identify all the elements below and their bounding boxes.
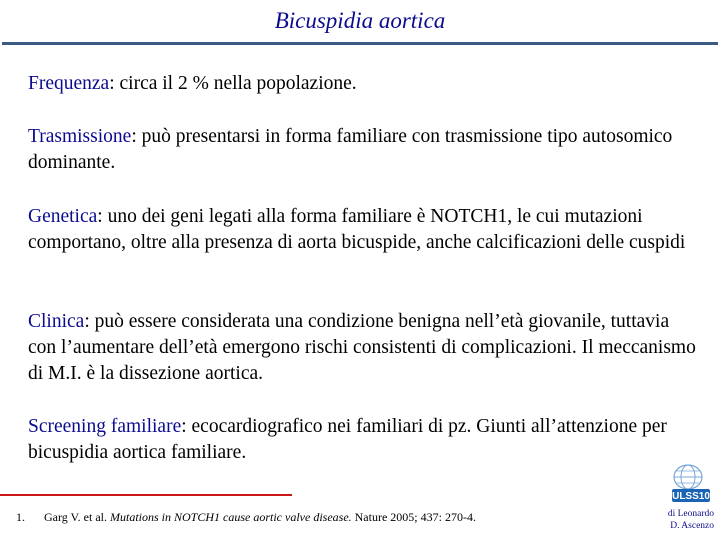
term-frequenza: Frequenza xyxy=(28,73,110,94)
text-trasmissione: : può presentarsi in forma familiare con trasmissione tipo autosomico dominante. xyxy=(28,126,673,173)
text-screening: : ecocardiografico nei familiari di pz. Giunti all’attenzione per bicuspidia aortica familiare. xyxy=(28,416,667,463)
text-clinica: : può essere considerata una condizione benigna nell’età giovanile, tuttavia con l’aumentare dell’età emergono rischi consistenti di complicazioni. Il meccanismo di M.I. è la dissezione aortica. xyxy=(28,311,696,384)
term-trasmissione: Trasmissione xyxy=(28,126,132,147)
reference-article-title: Mutations in NOTCH1 cause aortic valve disease. xyxy=(110,510,352,524)
paragraph-screening xyxy=(28,414,698,466)
ulss-logo-icon xyxy=(662,463,714,505)
reference-number: 1. xyxy=(16,510,25,524)
author-credit xyxy=(668,508,714,532)
reference-divider xyxy=(0,494,292,496)
page-title: Bicuspidia aortica xyxy=(274,8,446,33)
term-clinica: Clinica xyxy=(28,311,85,332)
reference-source: Nature 2005; 437: 270-4. xyxy=(354,510,476,524)
paragraph-trasmissione xyxy=(28,124,698,176)
reference-citation xyxy=(44,510,476,525)
reference-authors: Garg V. et al. xyxy=(44,510,107,524)
text-frequenza: : circa il 2 % nella popolazione. xyxy=(109,73,357,94)
term-screening: Screening familiare xyxy=(28,416,182,437)
ulss-logo xyxy=(662,463,714,505)
credit-line-2: D. Ascenzo xyxy=(670,521,714,531)
text-genetica: : uno dei geni legati alla forma familiare è NOTCH1, le cui mutazioni comportano, oltre alla presenza di aorta bicuspide, anche calcificazioni delle cuspidi xyxy=(28,206,686,253)
term-genetica: Genetica xyxy=(28,206,98,227)
paragraph-clinica xyxy=(28,309,698,387)
credit-line-1: di Leonardo xyxy=(667,509,714,519)
ulss-logo-label: ULSS10 xyxy=(672,491,710,502)
paragraph-genetica xyxy=(28,204,698,256)
paragraph-frequenza xyxy=(28,71,698,97)
title-divider xyxy=(2,42,718,45)
